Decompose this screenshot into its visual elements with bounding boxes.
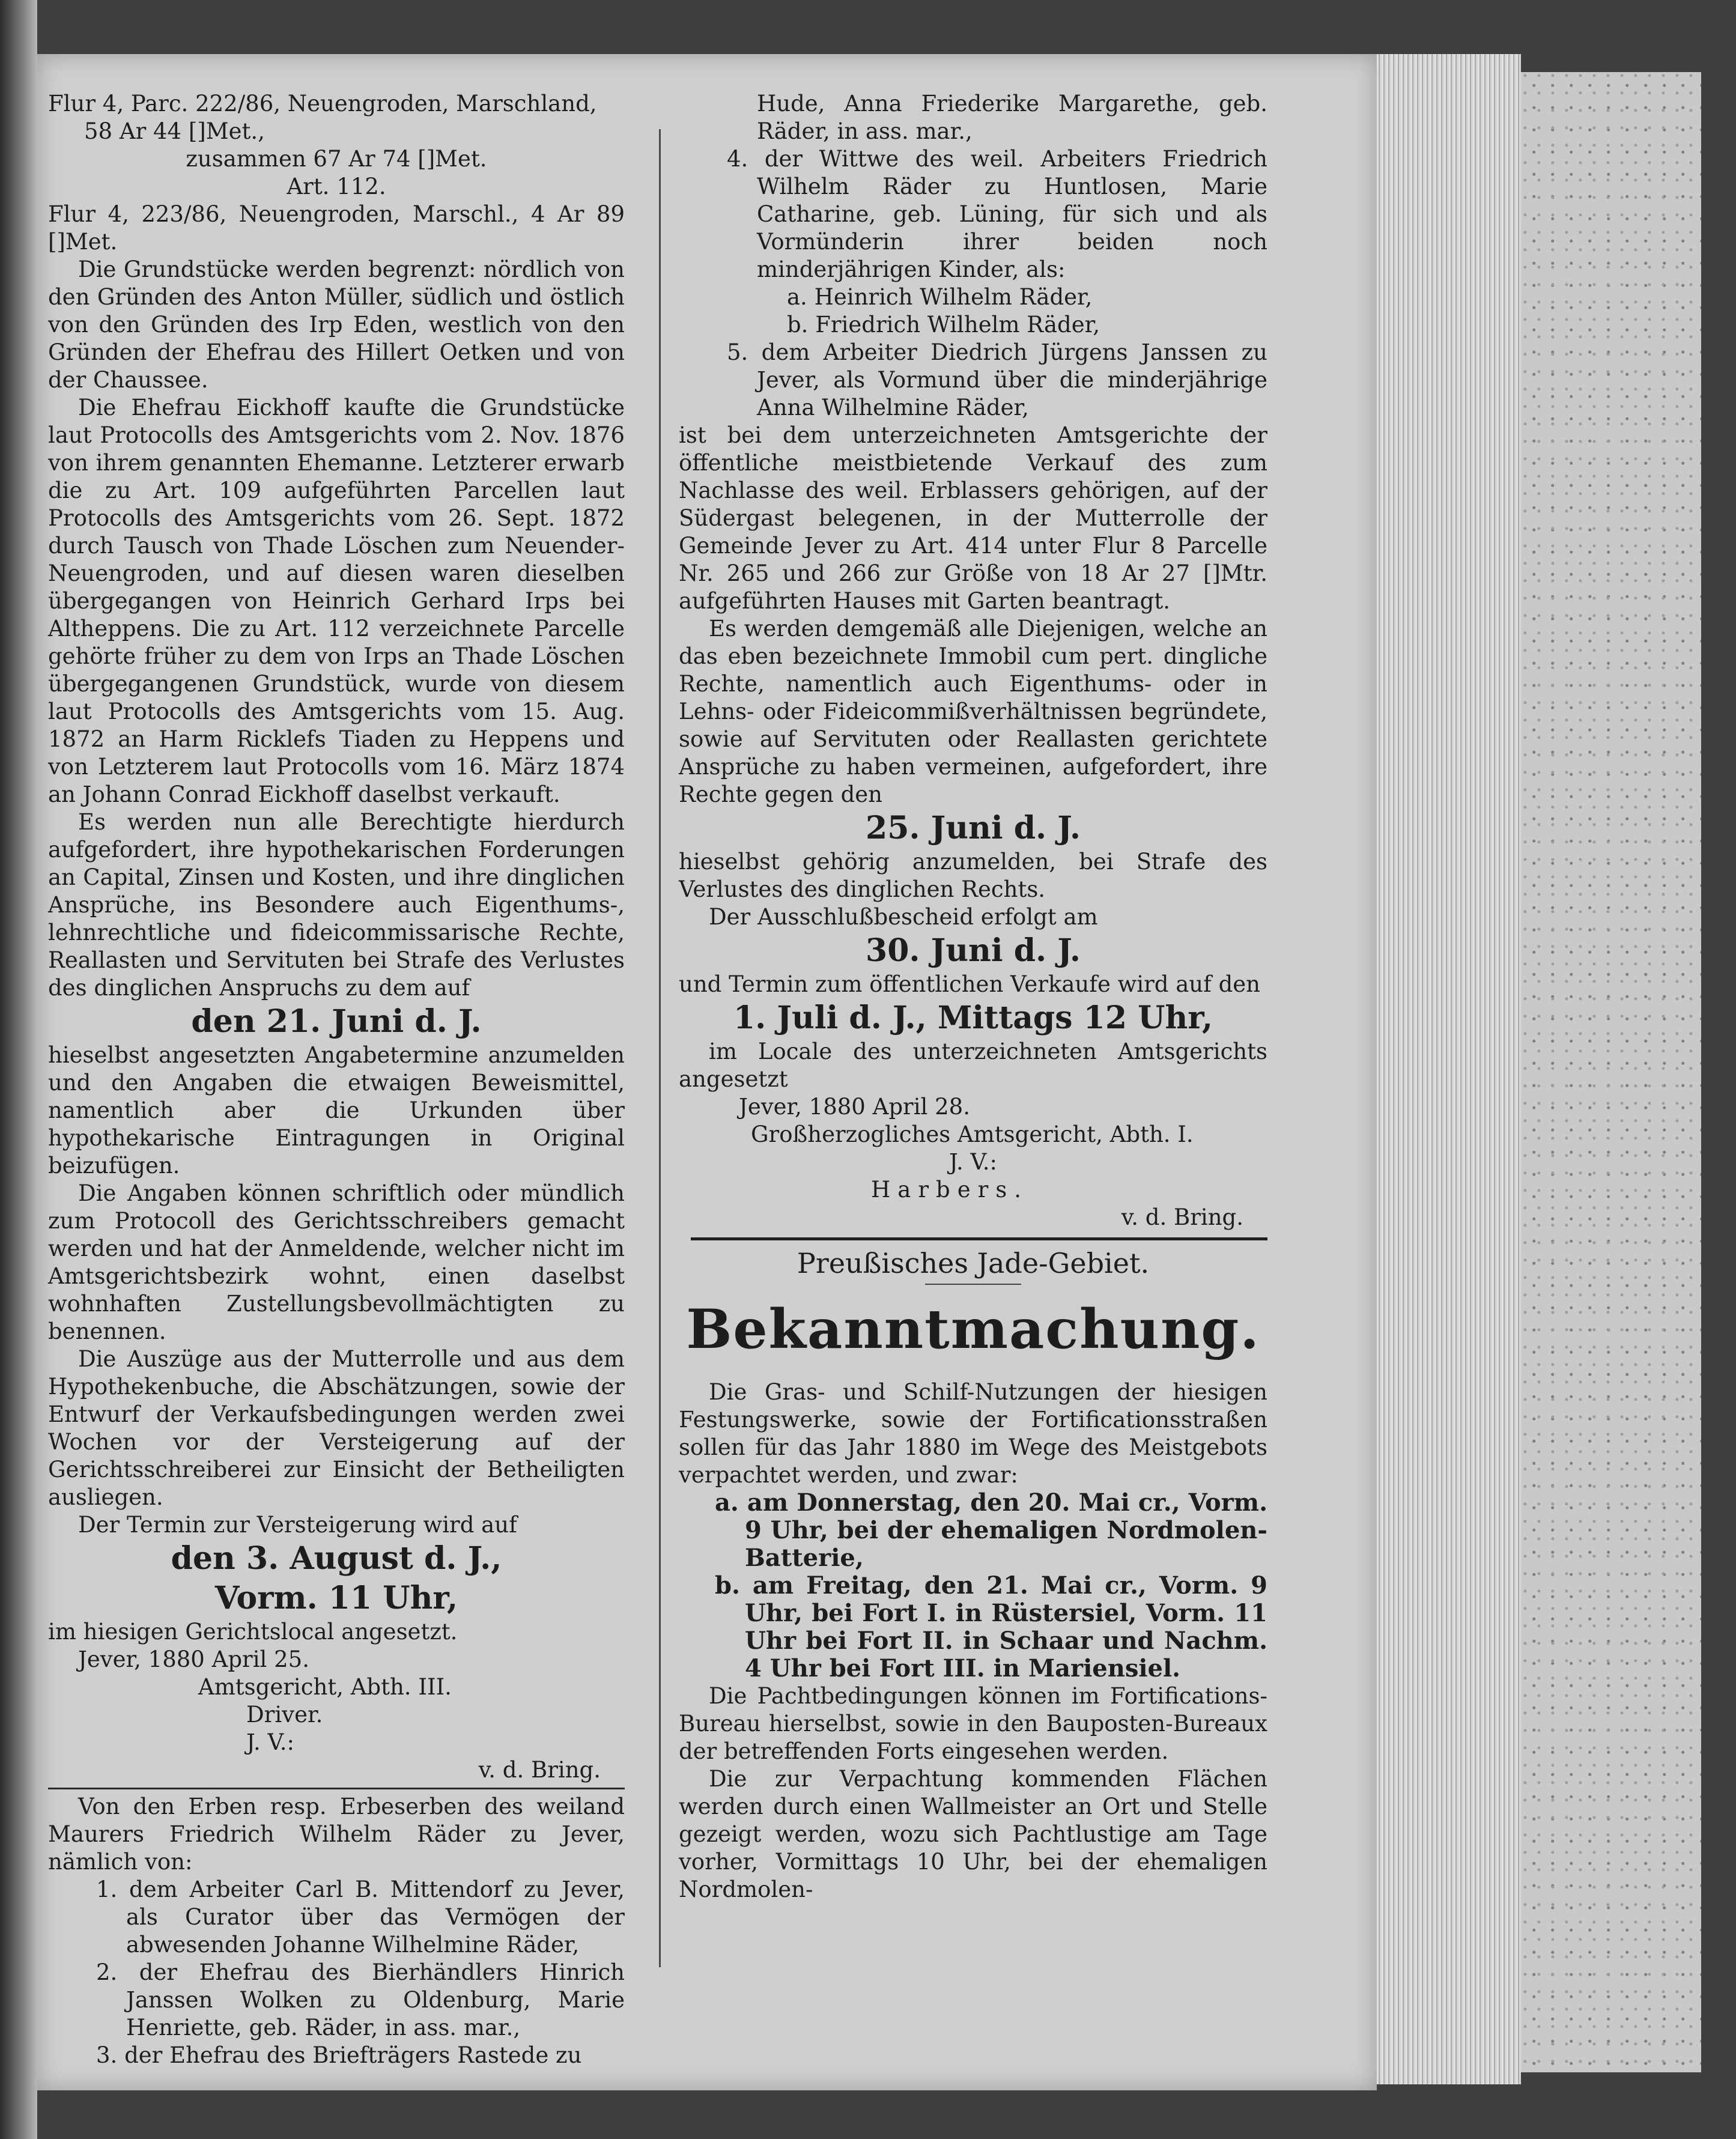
boundaries-paragraph: Die Grundstücke werden begrenzt: nördlich von den Gründen des Anton Müller, südlich und östlich von den Gründen des Irp Eden, westlich von den Gründen der Ehefrau des Hillert Oetken und von der Chaussee. [48,256,625,393]
page-stack [1377,54,1521,2084]
extracts-paragraph: Die Auszüge aus der Mutterrolle und aus dem Hypothekenbuche, die Abschätzungen, sowie der Entwurf der Verkaufsbedingungen werden zwei Wochen vor der Versteigerung auf der Gerichtsschreiberei zur Einsicht der Betheiligten ausliegen. [48,1346,625,1510]
notice-title: Bekanntmachung. [686,1297,1260,1361]
auction-time: Vorm. 11 Uhr, [214,1580,458,1616]
section-rule [691,1237,1267,1240]
sale-request: ist bei dem unterzeichneten Amtsgerichte der öffentliche meistbietende Verkauf des zum Nachlasse des weil. Erblassers gehörigen, auf der Südergast belegenen, in der Mutterrolle der Gemeinde Jever zu Art. 414 unter Flur 8 Parcelle Nr. 265 und 266 zur Größe von 18 Ar 27 []Mtr. aufgeführten Hauses mit Garten beantragt. [679,422,1267,614]
sale-term: und Termin zum öffentlichen Verkaufe wird auf den [679,971,1260,997]
heir-item: 3. der Ehefrau des Briefträgers Rastede zu [96,2042,582,2068]
heading-rule [925,1284,1021,1285]
notice-separator [48,1788,625,1789]
sale-place: im Locale des unterzeichneten Amtsgerichts angesetzt [679,1039,1267,1092]
column-rule [659,129,661,1967]
court-name: Amtsgericht, Abth. III. [198,1674,452,1700]
date-third: 1. Juli d. J., Mittags 12 Uhr, [733,1000,1213,1036]
lease-item-b: b. am Freitag, den 21. Mai cr., Vorm. 9 Uhr, bei Fort I. in Rüstersiel, Vorm. 11 Uhr bei Fort II. in Schaar und Nachm. 4 Uhr bei Fort III. in Mariensiel. [715,1571,1267,1682]
iv-mark: J. V.: [949,1149,997,1175]
history-paragraph: Die Ehefrau Eickhoff kaufte die Grundstücke laut Protocolls des Amtsgerichts vom 2. Nov. 1876 von ihrem genannten Ehemanne. Letzterer erwarb die zu Art. 109 aufgeführten Parcellen laut Protocolls des Amtsgerichts vom 26. Sept. 1872 durch Tausch von Thade Löschen zum Neuender-Neuengroden, und auf diesen waren dieselben übergegangen von Heinrich Gerhard Irps bei Altheppens. Die zu Art. 112 verzeichnete Parcelle gehörte früher zu dem von Irps an Thade Löschen übergegangenen Grundstück, wurde von diesem laut Protocolls des Amtsgerichts vom 15. Aug. 1872 an Harm Ricklefs Tiaden zu Heppens und von Letzterem laut Protocolls vom 16. März 1874 an Johann Conrad Eickhoff daselbst verkauft. [48,395,625,807]
auction-intro: Der Termin zur Versteigerung wird auf [78,1512,517,1538]
left-page-edge [0,0,37,2139]
place-date: Jever, 1880 April 25. [78,1646,309,1672]
judge-name: Driver. [246,1702,323,1728]
heir-item: 1. dem Arbeiter Carl B. Mittendorf zu Jever, als Curator über das Vermögen der abwesenden Johanne Wilhelmine Räder, [96,1877,625,1958]
auction-place: im hiesigen Gerichtslocal angesetzt. [48,1619,458,1645]
lot-b: Flur 4, 223/86, Neuengroden, Marschl., 4 Ar 89 []Met. [48,201,625,255]
lot-total: zusammen 67 Ar 74 []Met. [186,146,487,172]
filing-paragraph: Die Angaben können schriftlich oder mündlich zum Protocoll des Gerichtsschreibers gemacht werden und hat der Anmeldende, welcher nicht im Amtsgerichtsbezirk wohnt, einen daselbst wohnhaften Zustellungsbevollmächtigten zu benennen. [48,1180,625,1344]
child-item: b. Friedrich Wilhelm Räder, [787,312,1100,338]
lease-item-a: a. am Donnerstag, den 20. Mai cr., Vorm. 9 Uhr, bei der ehemaligen Nordmolen-Batterie, [715,1488,1267,1572]
summons-paragraph: Es werden demgemäß alle Diejenigen, welche an das eben bezeichnete Immobil cum pert. dingliche Rechte, namentlich auch Eigenthums- oder in Lehns- oder Fideicommißverhältnissen begründete, sowie auf Servituten oder Reallasten gerichtete Ansprüche zu haben vermeinen, aufgefordert, ihre Rechte gegen den [679,616,1267,807]
summons-continued: hieselbst angesetzten Angabetermine anzumelden und den Angaben die etwaigen Beweismittel, namentlich aber die Urkunden über hypothekarische Eintragungen in Original beizufügen. [48,1042,625,1179]
heir-item-continued: Hude, Anna Friederike Margarethe, geb. Räder, in ass. mar., [757,91,1267,144]
spacer [679,1365,1267,1379]
clerk-name: v. d. Bring. [1121,1204,1243,1230]
art-heading: Art. 112. [287,174,386,199]
summons-paragraph: Es werden nun alle Berechtigte hierdurch aufgefordert, ihre hypothekarischen Forderungen an Capital, Zinsen und Kosten, und ihre dinglichen Ansprüche, ins Besondere auch Eigenthums-, lehnrechtliche und fideicommissarische Rechte, Reallasten und Servituten bei Strafe des Verlustes des dinglichen Anspruchs zu dem auf [48,809,625,1001]
left-column [48,90,625,2069]
auction-date: den 3. August d. J., [171,1540,502,1577]
summons-continued: hieselbst gehörig anzumelden, bei Strafe des Verlustes des dinglichen Rechts. [679,849,1267,902]
clerk-name: v. d. Bring. [478,1757,601,1783]
section-heading: Preußisches Jade-Gebiet. [797,1247,1150,1279]
heirs-intro: Von den Erben resp. Erbeserben des weiland Maurers Friedrich Wilhelm Räder zu Jever, nämlich von: [48,1794,625,1875]
iv-mark: J. V.: [246,1729,294,1755]
heir-item: 4. der Wittwe des weil. Arbeiters Friedrich Wilhelm Räder zu Huntlosen, Marie Catharine, geb. Lüning, für sich und als Vormünderin ihrer beiden noch minderjährigen Kinder, als: [727,146,1267,282]
conditions-paragraph: Die Pachtbedingungen können im Fortifications-Bureau hierselbst, sowie in den Bauposten-Bureaux der betreffenden Forts eingesehen werden. [679,1683,1267,1764]
lot-a-line1: Flur 4, Parc. 222/86, Neuengroden, Marschland, [48,91,597,117]
place-date: Jever, 1880 April 28. [739,1094,970,1120]
showing-paragraph: Die zur Verpachtung kommenden Flächen werden durch einen Wallmeister an Ort und Stelle gezeigt werden, wozu sich Pachtlustige am Tage vorher, Vormittags 10 Uhr, bei der ehemaligen Nordmolen- [679,1766,1267,1902]
court-name: Großherzogliches Amtsgericht, Abth. I. [751,1121,1194,1147]
child-item: a. Heinrich Wilhelm Räder, [787,284,1093,310]
right-column [679,90,1267,1904]
date-first: 25. Juni d. J. [866,810,1081,846]
heir-item: 2. der Ehefrau des Bierhändlers Hinrich Janssen Wolken zu Oldenburg, Marie Henriette, geb. Räder, in ass. mar., [96,1959,625,2040]
lot-a-line2: 58 Ar 44 []Met., [84,118,265,144]
date-second: 30. Juni d. J. [866,932,1081,969]
notice-intro: Die Gras- und Schilf-Nutzungen der hiesigen Festungswerke, sowie der Fortificationsstraßen sollen für das Jahr 1880 im Wege des Meistgebots verpachtet werden, und zwar: [679,1379,1267,1488]
exclusion-line: Der Ausschlußbescheid erfolgt am [709,904,1098,930]
book-cover [1521,72,1701,2072]
judge-name: Harbers. [871,1177,1029,1203]
heir-item: 5. dem Arbeiter Diedrich Jürgens Janssen zu Jever, als Vormund über die minderjährige Anna Wilhelmine Räder, [727,339,1267,420]
date-first: den 21. Juni d. J. [191,1003,482,1040]
